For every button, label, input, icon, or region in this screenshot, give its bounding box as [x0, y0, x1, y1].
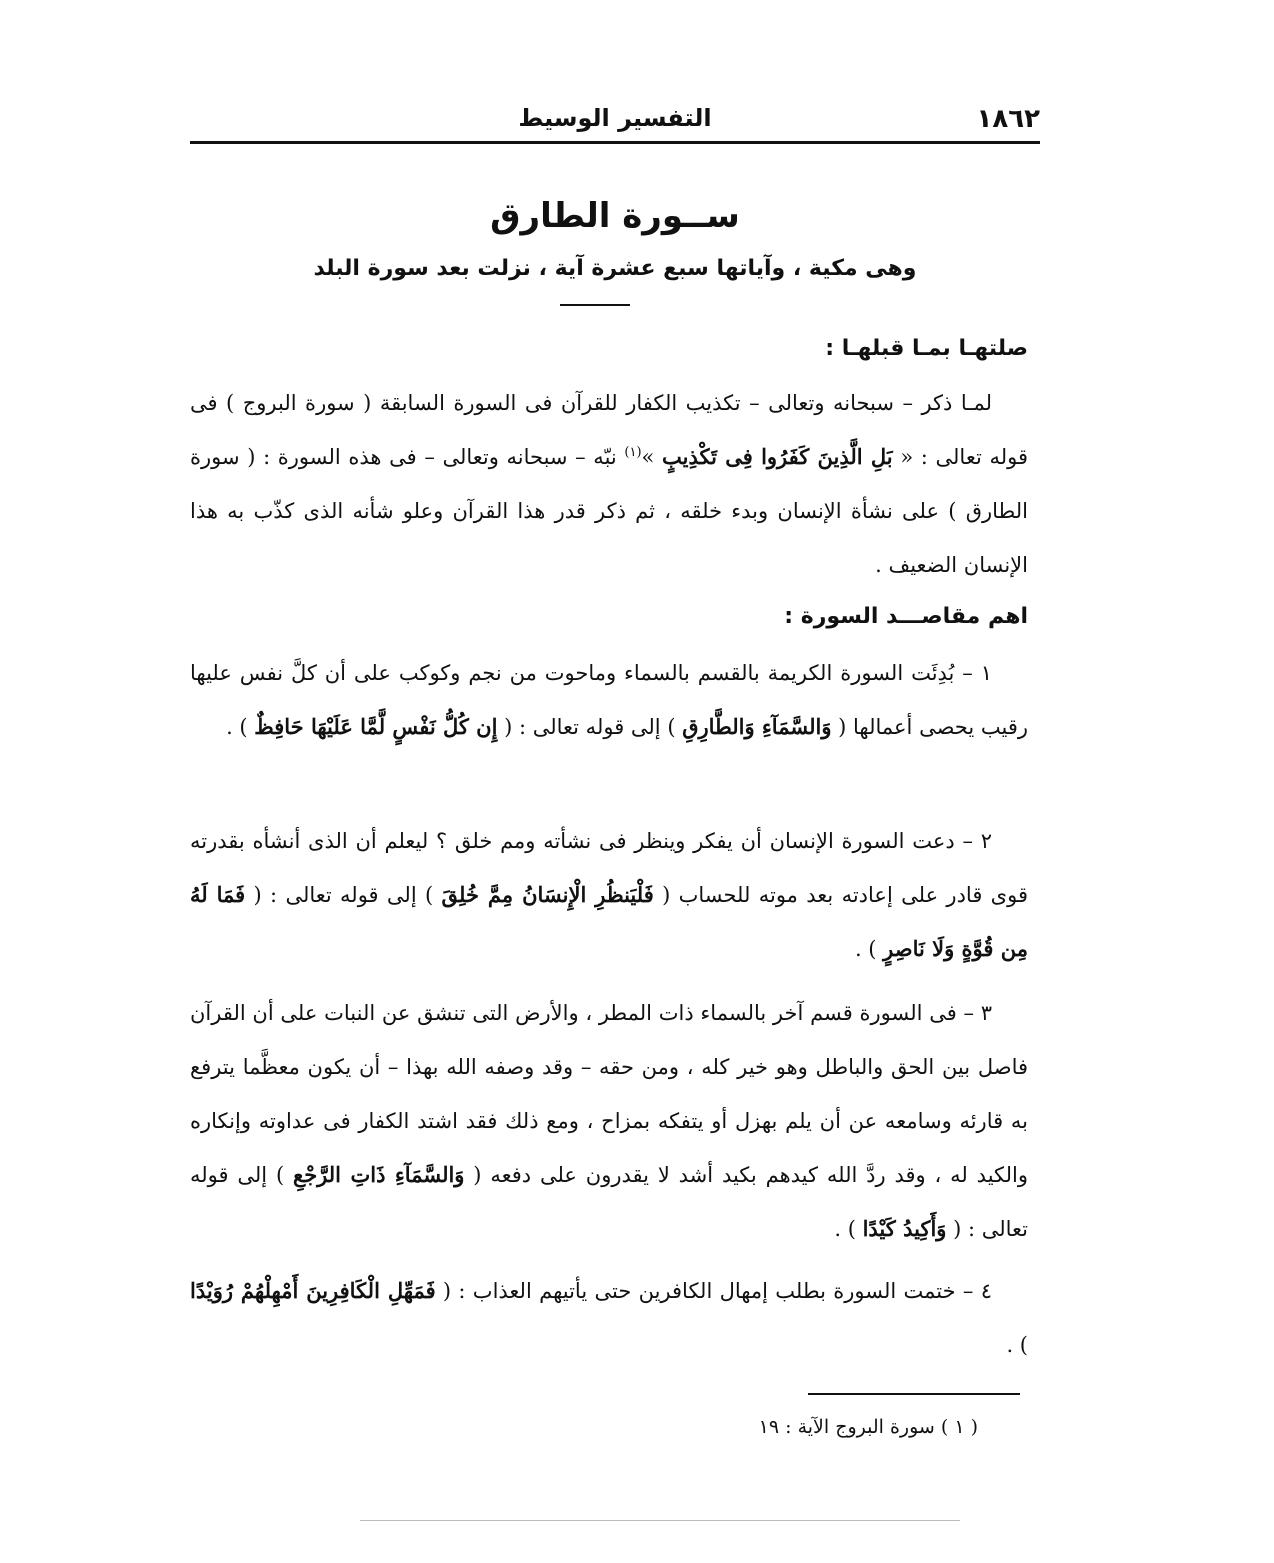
connection-text-1: لمـا ذكر – سبحانه وتعالى – تكذيب الكفار للقرآن فى السورة السابقة ( سورة البروج ) فى قوله تعالى : «	[190, 391, 1028, 469]
page-bottom-edge	[360, 1520, 960, 1521]
objectives-heading: اهم مقاصـــد السورة :	[784, 604, 1028, 629]
objective-3-quran-2: وَأَكِيدُ كَيْدًا	[862, 1216, 947, 1241]
objective-1-quran: وَالسَّمَآءِ وَالطَّارِقِ	[682, 714, 832, 739]
objective-1-text-end: ) .	[226, 715, 255, 739]
connection-text-2: »	[641, 445, 655, 469]
objective-2-quran: فَلْيَنظُرِ الْإِنسَانُ مِمَّ خُلِقَ	[441, 882, 654, 907]
objective-2-text-end: ) .	[854, 937, 884, 961]
page-header	[190, 100, 1040, 144]
objective-1-text-mid: ) إلى قوله تعالى : (	[497, 715, 683, 739]
footnote-rule	[808, 1393, 1020, 1395]
surah-title: ســورة الطارق	[490, 196, 740, 236]
footnote-reference: (١)	[624, 445, 642, 460]
objective-3-text-mid: ) إلى قوله تعالى : (	[190, 1163, 1028, 1241]
objective-item-4	[190, 1264, 1028, 1372]
objective-3-text: ٣ – فى السورة قسم آخر بالسماء ذات المطر ، والأرض التى تنشق عن النبات على أن القرآن فاصل بين الحق والباطل وهو خير كله ، ومن حقه – وقد وصفه الله بهذا – أن يكون معظَّما يترفع به قارئه وسامعه عن أن يلم بهزل أو يتفكه بمزاح ، ومع ذلك فقد اشتد الكفار فى عداوته وإنكاره والكيد له ، وقد ردَّ الله كيدهم بكيد أشد لا يقدرون على دفعه (	[190, 1001, 1028, 1187]
objective-3-quran: وَالسَّمَآءِ ذَاتِ الرَّجْعِ	[293, 1162, 465, 1187]
objective-4-text-end: ) .	[1006, 1333, 1028, 1357]
objective-4-quran: فَمَهِّلِ الْكَافِرِينَ أَمْهِلْهُمْ رُوَيْدًا	[190, 1278, 436, 1303]
connection-heading: صلتهـا بمـا قبلهـا :	[825, 336, 1028, 361]
objective-1-text: ١ – بُدِئَت السورة الكريمة بالقسم بالسماء وماحوت من نجم وكوكب على أن كلَّ نفس عليها رقيب يحصى أعمالها (	[190, 661, 1028, 739]
header-rule	[190, 141, 1040, 144]
objective-2-text-mid: ) إلى قوله تعالى : (	[245, 883, 442, 907]
page-number: ١٨٦٢	[976, 104, 1040, 134]
connection-quran-1: بَلِ الَّذِينَ كَفَرُوا فِى تَكْذِيبٍ	[662, 444, 893, 469]
objective-item-2	[190, 814, 1028, 976]
objective-3-text-end: ) .	[834, 1217, 863, 1241]
footnote: ( ١ ) سورة البروج الآية : ١٩	[758, 1416, 978, 1438]
objective-item-3	[190, 986, 1028, 1256]
objective-2-quran-2: فَمَا لَهُ مِن قُوَّةٍ وَلَا نَاصِرٍ	[190, 882, 1028, 961]
running-title: التفسير الوسيط	[518, 104, 712, 132]
connection-paragraph	[190, 376, 1028, 592]
objective-item-1	[190, 646, 1028, 754]
objective-2-text: ٢ – دعت السورة الإنسان أن يفكر وينظر فى نشأته ومم خلق ؟ ليعلم أن الذى أنشأه بقدرته قوى قادر على إعادته بعد موته للحساب (	[190, 829, 1029, 907]
objective-1-quran-2: إِن كُلُّ نَفْسٍ لَّمَّا عَلَيْهَا حَافِظٌ	[254, 714, 498, 739]
connection-text-3: نبّه – سبحانه وتعالى – فى هذه السورة : ( سورة الطارق ) على نشأة الإنسان وبدء خلقه ، ثم ذكر قدر هذا القرآن وعلو شأنه الذى كذّب به هذا الإنسان الضعيف .	[190, 445, 1028, 577]
surah-subtitle: وهى مكية ، وآياتها سبع عشرة آية ، نزلت بعد سورة البلد	[313, 256, 917, 281]
objective-4-text: ٤ – ختمت السورة بطلب إمهال الكافرين حتى يأتيهم العذاب : (	[435, 1279, 992, 1303]
title-divider	[560, 304, 630, 306]
